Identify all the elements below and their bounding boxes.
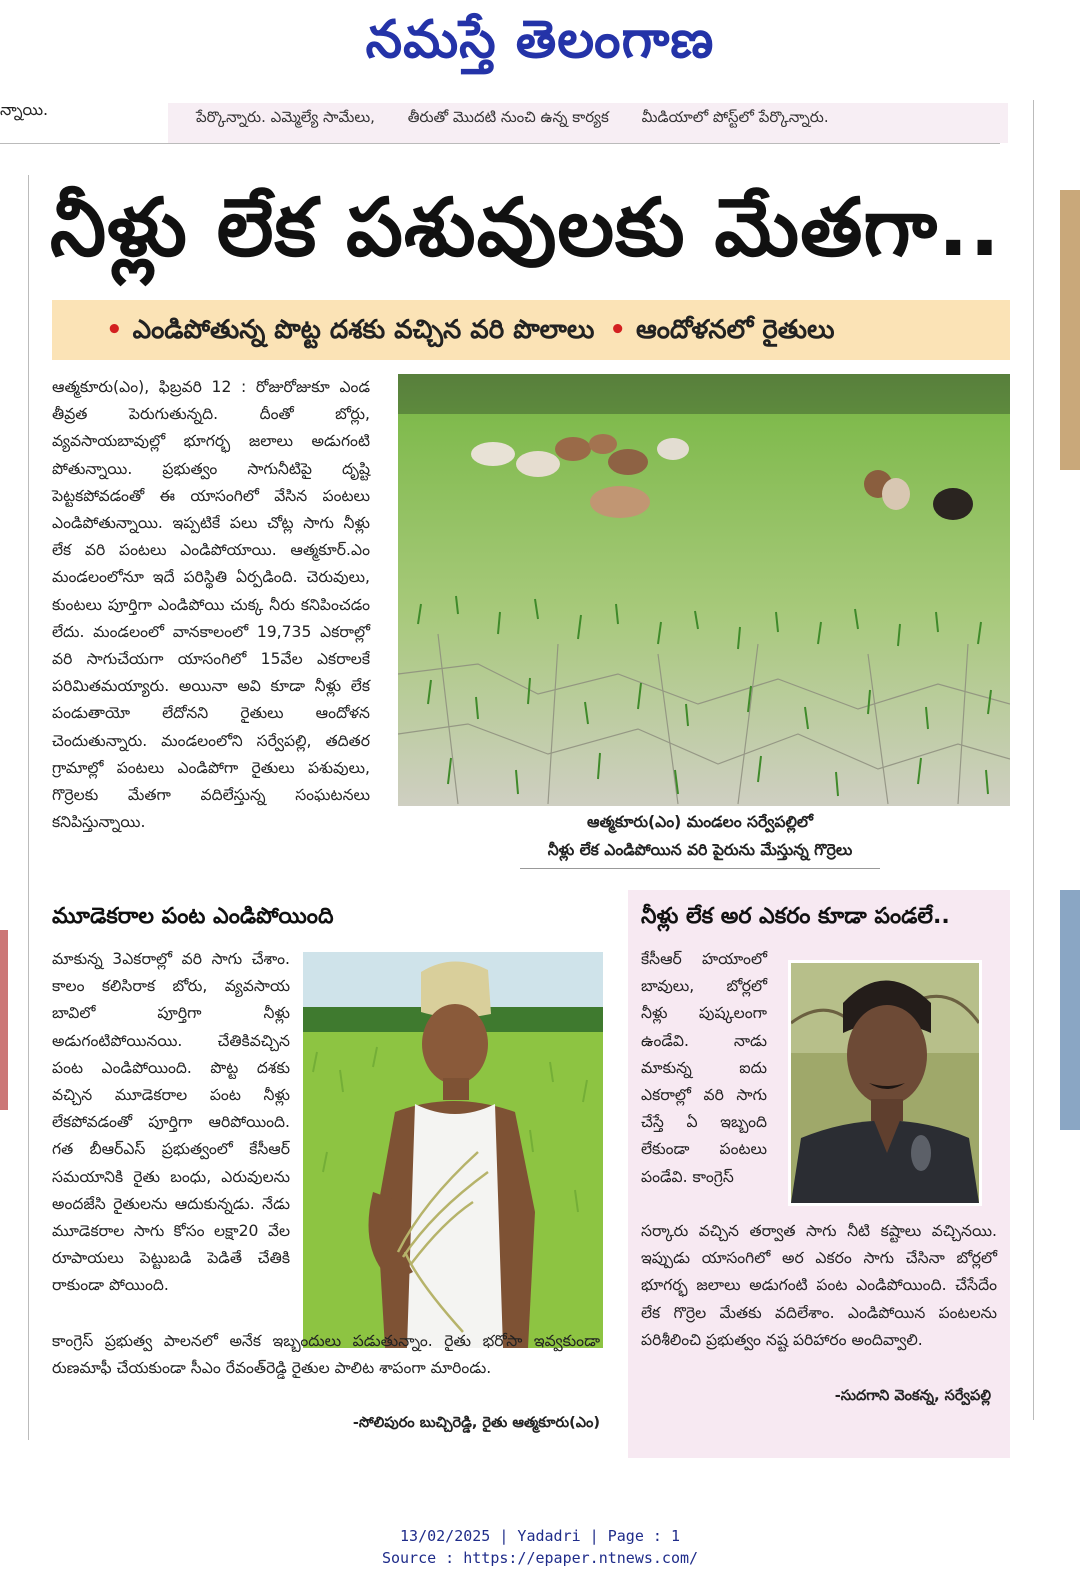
story-heading: నీళ్లు లేక అర ఎకరం కూడా పండలే.. — [641, 904, 950, 929]
story-paragraph: మాకున్న 3ఎకరాల్లో వరి సాగు చేశాం. కాలం కలిసిరాక బోరు, వ్యవసాయ బావిలో పూర్తిగా నీళ్లు అడుగంటిపోయినయి. చేతికివచ్చిన పంట ఎండిపోయింది. పొట్ట దశకు వచ్చిన మూడెకరాల పంట నీళ్లు లేకపోవడంతో పూర్తిగా ఆరిపోయింది. గత బీఆర్ఎస్ ప్రభుత్వంలో కేసీఆర్ సమయానికి రైతు బంధు, ఎరువులను అందజేసి రైతులను ఆదుకున్నడు. నేడు మూడెకరాల సాగు కోసం లక్షా20 వేల రూపాయలు పెట్టుబడి పెడితే చేతికి రాకుండా పోయింది. — [52, 950, 290, 1295]
neighbor-photo-fragment — [1060, 890, 1080, 1130]
story-signature: -సుదగాని వెంకన్న, సర్వేపల్లి — [834, 1388, 991, 1404]
footer-date-edition: 13/02/2025 | Yadadri | Page : 1 — [400, 1527, 680, 1545]
caption-rule — [520, 868, 880, 869]
story-paragraph: కాంగ్రెస్ ప్రభుత్వ పాలనలో అనేక ఇబ్బందులు పడుతున్నాం. రైతు భరోసా ఇవ్వకుండా రుణమాఫీ చేయకుండా సీఎం రేవంత్‌రెడ్డి రైతుల పాలిట శాపంగా మారిండు. — [52, 1332, 600, 1378]
main-photo — [398, 374, 1010, 806]
subheading-bullet: ఎండిపోతున్న పొట్ట దశకు వచ్చిన వరి పొలాలు — [132, 315, 595, 345]
farmer-portrait-image — [303, 952, 603, 1348]
lead-paragraph: ఆత్మకూరు(ఎం), ఫిబ్రవరి 12 : రోజురోజుకూ ఎండ తీవ్రత పెరుగుతున్నది. దీంతో బోర్లు, వ్యవసాయబావుల్లో భూగర్భ జలాలు అడుగంటి పోతున్నాయి. ప్రభుత్వం సాగునీటిపై దృష్టి పెట్టకపోవడంతో ఈ యాసంగిలో వేసిన పంటలు ఎండిపోతున్నాయి. ఇప్పటికే పలు చోట్ల సాగు నీళ్లు లేక వరి పంటలు ఎండిపోయాయి. ఆత్మకూర్.ఎం మండలంలోనూ ఇదే పరిస్థితి ఏర్పడింది. చెరువులు, కుంటలు పూర్తిగా ఎండిపోయి చుక్క నీరు కనిపించడం లేదు. మండలంలో వానకాలంలో 19,735 ఎకరాల్లో వరి సాగుచేయగా యాసంగిలో 15వేల ఎకరాలకే పరిమితమయ్యారు. అయినా అవి కూడా నీళ్లు లేక పండుతాయో లేదోనని రైతులు ఆందోళన చెందుతున్నారు. మండలంలోని సర్వేపల్లి, తదితర గ్రామాల్లో పంటలు ఎండిపోగా రైతులు పశువులు, గొర్రెలకు మేతగా వదిలేస్తున్న సంఘటనలు కనిపిస్తున్నాయి. — [52, 378, 370, 832]
neighbor-photo-fragment — [1060, 190, 1080, 470]
neighbor-photo-fragment — [0, 930, 8, 1110]
farmer-photo — [303, 952, 603, 1348]
footer-source-link[interactable]: Source : https://epaper.ntnews.com/ — [381, 1549, 699, 1567]
story-paragraph: కేసీఆర్ హయాంలో బావులు, బోర్లలో నీళ్లు పుష్కలంగా ఉండేవి. నాడు మాకున్న ఐదు ఎకరాల్లో వరి సాగు చేస్తే ఏ ఇబ్బంది లేకుండా పంటలు పండేవి. కాంగ్రెస్ — [641, 950, 767, 1186]
masthead — [0, 0, 1080, 80]
strip-item: మీడియాలో పోస్ట్‌లో పేర్కొన్నారు. — [641, 108, 829, 126]
story-heading: మూడెకరాల పంట ఎండిపోయింది — [52, 904, 334, 929]
strip-item: తీరుతో మొదటి నుంచి ఉన్న కార్యక — [407, 108, 609, 126]
story-paragraph: సర్కారు వచ్చిన తర్వాత సాగు నీటి కష్టాలు వచ్చినయి. ఇప్పుడు యాసంగిలో అర ఎకరం సాగు చేసినా బోర్లలో భూగర్భ జలాలు అడుగంటి పంట ఎండిపోయింది. చేసేదేం లేక గొర్రెల మేతకు వదిలేశాం. ఎండిపోయిన పంటలను పరిశీలించి ప్రభుత్వం నష్ట పరిహారం అందివ్వాలి. — [641, 1222, 997, 1349]
subheading-bar — [52, 300, 1010, 360]
footer — [0, 1525, 1080, 1569]
caption-line: ఆత్మకూరు(ఎం) మండలం సర్వేపల్లిలో — [587, 813, 813, 831]
column-rule — [28, 175, 29, 1440]
strip-item: పేర్కొన్నారు. ఎమ్మెల్యే సామేలు, — [196, 108, 375, 126]
farmer-photo — [788, 960, 982, 1206]
photo-caption — [500, 808, 900, 864]
column-rule — [1033, 100, 1034, 1420]
farmer-portrait-image — [791, 963, 979, 1203]
sheep-in-field-image — [398, 374, 1010, 806]
caption-line: నీళ్లు లేక ఎండిపోయిన వరి పైరును మేస్తున్న గొర్రెలు — [547, 841, 853, 859]
left-column-fragment: న్నాయి. — [0, 100, 49, 119]
headline: నీళ్లు లేక పశువులకు మేతగా.. — [50, 181, 1001, 274]
subheading-bullet: ఆందోళనలో రైతులు — [636, 315, 835, 345]
top-strip — [168, 103, 1008, 143]
story-signature: -సోలిపురం బుచ్చిరెడ్డి, రైతు ఆత్మకూరు(ఎం) — [352, 1415, 600, 1431]
bullet-icon: • — [600, 315, 626, 345]
bullet-icon: • — [106, 315, 123, 345]
divider — [0, 143, 1000, 144]
newspaper-title: నమస్తే తెలంగాణ — [365, 9, 715, 70]
